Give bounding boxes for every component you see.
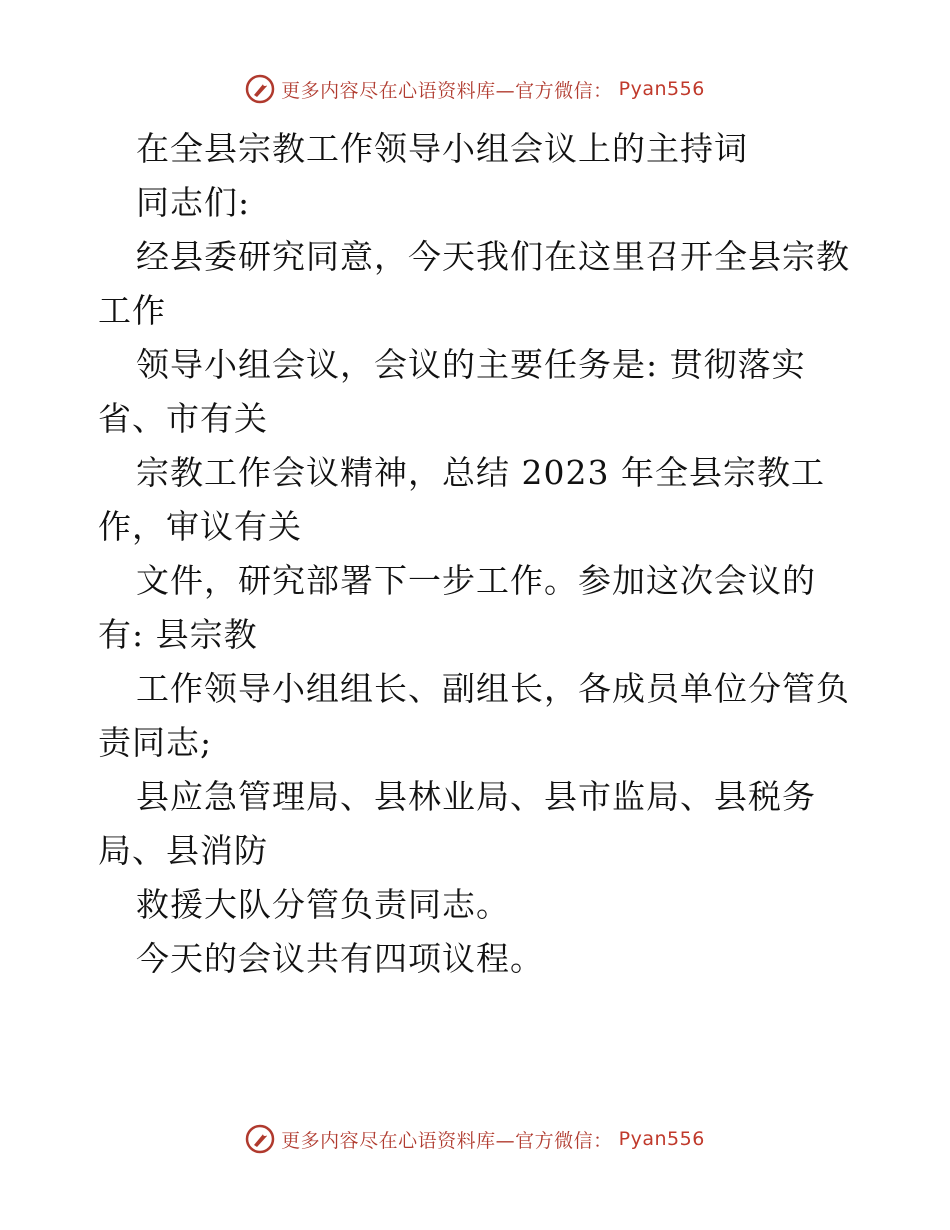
watermark-text: 更多内容尽在心语资料库—官方微信：: [281, 1129, 613, 1152]
watermark-id: Pyan556: [618, 78, 705, 100]
body-line: 文件，研究部署下一步工作。参加这次会议的: [136, 561, 816, 600]
body-line: 局、县消防: [98, 831, 268, 870]
body-line: 工作: [98, 291, 166, 330]
body-line: 责同志;: [98, 723, 213, 762]
salutation: 同志们:: [136, 183, 251, 222]
document-title: 在全县宗教工作领导小组会议上的主持词: [136, 129, 748, 168]
body-line: 今天的会议共有四项议程。: [136, 939, 544, 978]
body-line: 领导小组会议，会议的主要任务是: 贯彻落实: [136, 345, 806, 384]
body-line: 省、市有关: [98, 399, 268, 438]
body-line: 工作领导小组组长、副组长，各成员单位分管负: [136, 669, 850, 708]
watermark-text: 更多内容尽在心语资料库—官方微信：: [281, 79, 613, 102]
body-line: 作，审议有关: [98, 507, 302, 546]
footer-watermark: [0, 1124, 950, 1154]
header-watermark: [0, 74, 950, 104]
body-line: 宗教工作会议精神，总结 2023 年全县宗教工: [136, 453, 825, 492]
pen-nib-icon: [245, 74, 275, 104]
body-line: 县应急管理局、县林业局、县市监局、县税务: [136, 777, 816, 816]
watermark-id: Pyan556: [618, 1128, 705, 1150]
body-line: 救援大队分管负责同志。: [136, 885, 510, 924]
pen-nib-icon: [245, 1124, 275, 1154]
document-body: [98, 122, 858, 986]
body-line: 经县委研究同意，今天我们在这里召开全县宗教: [136, 237, 850, 276]
body-line: 有: 县宗教: [98, 615, 258, 654]
